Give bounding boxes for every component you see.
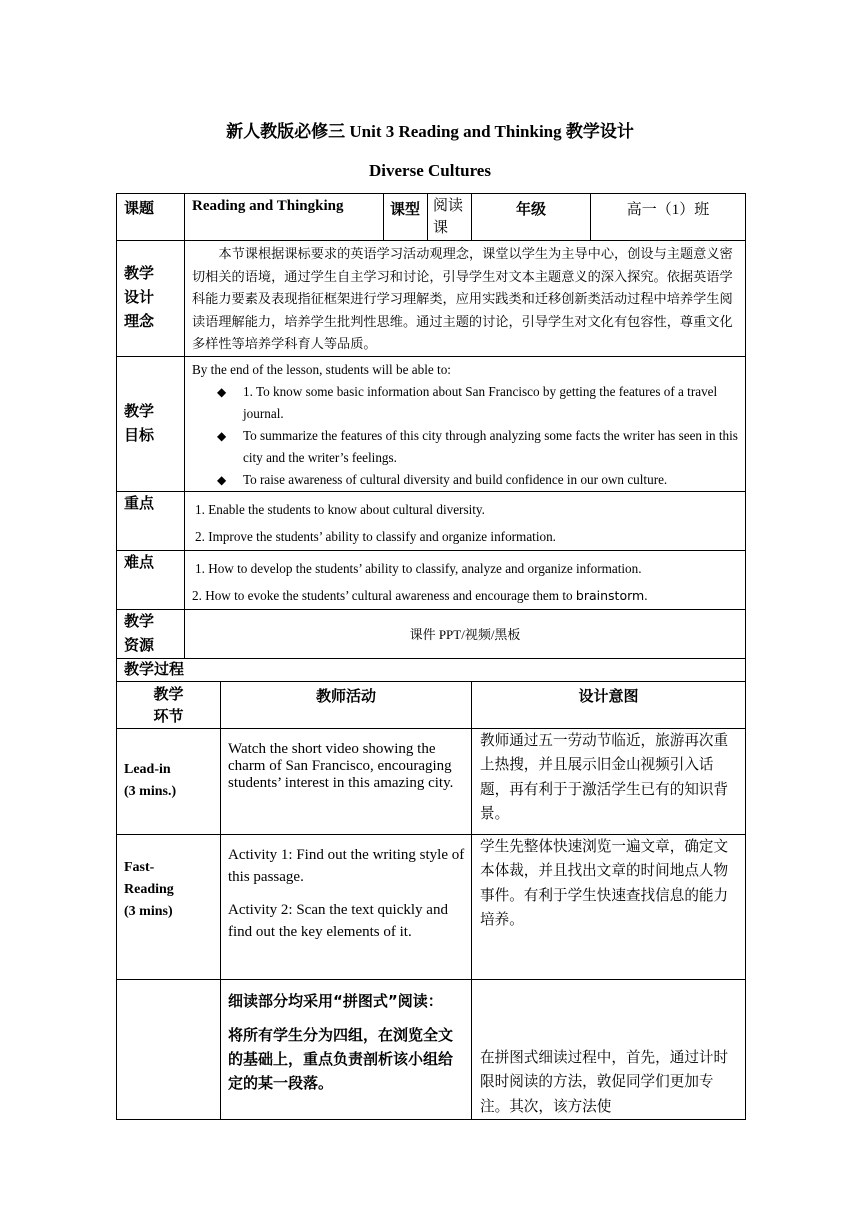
- fast-reading-intent-cell: [472, 834, 746, 979]
- lesson-plan-table: [116, 193, 746, 1120]
- process-label-cell: [117, 658, 746, 681]
- grade-value: 高一（1）班: [626, 202, 710, 218]
- jigsaw-intent-text: 在拼图式细读过程中，首先，通过计时限时阅读的方法，敦促同学们更加专注。其次，该方法使: [480, 1049, 729, 1115]
- difficult-points-content-cell: [185, 550, 746, 609]
- objectives-label-cell: [117, 356, 185, 491]
- objective-item: [185, 425, 745, 469]
- grade-value-cell: [591, 194, 746, 241]
- intent-header: 设计意图: [578, 688, 639, 705]
- grade-label-cell: [472, 194, 591, 241]
- objectives-content-cell: [185, 356, 746, 491]
- type-value: 阅读课: [433, 198, 464, 236]
- difficult-points-row: [117, 550, 746, 609]
- jigsaw-teacher-cell: [221, 979, 472, 1120]
- diamond-bullet-icon: ◆: [217, 428, 227, 443]
- lesson-plan-frame: [116, 193, 745, 1115]
- resources-value-cell: [185, 609, 746, 658]
- difficult-point-end: .: [644, 587, 648, 603]
- jigsaw-intro: 细读部分均采用“拼图式”阅读：: [228, 991, 443, 1010]
- lead-in-phase: Lead-in (3 mins.): [124, 762, 177, 800]
- philosophy-label: 教学设计理念: [124, 266, 155, 331]
- resources-label-cell: [117, 609, 185, 658]
- lead-in-intent-text: 教师通过五一劳动节临近，旅游再次重上热搜，并且展示旧金山视频引入话题，再有利于于激活学生已有的知识背景。: [480, 732, 729, 823]
- brainstorm-word: brainstorm: [575, 587, 645, 603]
- phase-header: 教学环节: [153, 686, 184, 725]
- topic-value: Reading and Thingking: [192, 198, 344, 214]
- key-points-content-cell: [185, 491, 746, 550]
- fast-reading-intent-text: 学生先整体快速浏览一遍文章，确定文本体裁，并且找出文章的时间地点人物事件。有利于学生快速查找信息的能力培养。: [480, 838, 729, 929]
- key-points-label-cell: [117, 491, 185, 550]
- difficult-point-item: [185, 582, 745, 609]
- process-row-lead-in: [117, 728, 746, 834]
- type-label: 课型: [390, 202, 421, 218]
- diamond-bullet-icon: ◆: [217, 384, 227, 399]
- objective-text: 1. To know some basic information about San Francisco by getting the features of a travel journal.: [243, 383, 718, 421]
- fast-reading-phase: Fast-Reading (3 mins): [124, 859, 174, 919]
- objective-text: To summarize the features of this city through analyzing some facts the writer has seen in this city and the writer’s feelings.: [243, 427, 738, 465]
- info-row: [117, 194, 746, 241]
- fast-reading-phase-cell: [117, 834, 221, 979]
- jigsaw-phase-cell: [117, 979, 221, 1120]
- objective-text: To raise awareness of cultural diversity and build confidence in our own culture.: [243, 471, 668, 487]
- key-points-row: [117, 491, 746, 550]
- process-header-row: [117, 658, 746, 681]
- key-point-item: 1. Enable the students to know about cultural diversity.: [195, 501, 485, 517]
- objective-item: [185, 381, 745, 425]
- jigsaw-instruction: 将所有学生分为四组，在浏览全文的基础上，重点负责剖析该小组给定的某一段落。: [228, 1025, 454, 1092]
- topic-label: 课题: [124, 201, 155, 217]
- fast-reading-activity-1: Activity 1: Find out the writing style of this passage.: [228, 846, 465, 886]
- philosophy-label-cell: [117, 241, 185, 357]
- objectives-label: 教学目标: [124, 403, 155, 444]
- key-points-label: 重点: [124, 495, 155, 512]
- objectives-intro: By the end of the lesson, students will be able to:: [192, 361, 451, 377]
- difficult-point-item: 1. How to develop the students’ ability to classify, analyze and organize information.: [195, 560, 642, 576]
- process-columns-row: [117, 681, 746, 728]
- teacher-header-cell: [221, 681, 472, 728]
- philosophy-text-cell: [185, 241, 746, 357]
- key-point-item: 2. Improve the students’ ability to classify and organize information.: [195, 528, 556, 544]
- fast-reading-activity-2: Activity 2: Scan the text quickly and find out the key elements of it.: [228, 901, 448, 941]
- topic-value-cell: [185, 194, 384, 241]
- document-title: 新人教版必修三 Unit 3 Reading and Thinking 教学设计: [226, 122, 634, 141]
- resources-row: [117, 609, 746, 658]
- philosophy-text: 本节课根据课标要求的英语学习活动观理念，课堂以学生为主导中心，创设与主题意义密切相关的语境，通过学生自主学习和讨论，引导学生对文本主题意义的深入探究。依据英语学科能力要素及表现指征框架进行学习理解类，应用实践类和迁移创新类活动过程中培养学生阅读语理解能力，培养学生批判性思维。通过主题的讨论，引导学生对文化有包容性，尊重文化多样性等培养学科育人等品质。: [192, 246, 733, 352]
- philosophy-row: [117, 241, 746, 357]
- diamond-bullet-icon: ◆: [217, 472, 227, 487]
- lead-in-teacher-cell: [221, 728, 472, 834]
- objectives-row: [117, 356, 746, 491]
- process-label: 教学过程: [124, 661, 185, 678]
- topic-label-cell: [117, 194, 185, 241]
- jigsaw-intent-cell: [472, 979, 746, 1120]
- resources-value: 课件 PPT/视频/黑板: [409, 627, 521, 643]
- difficult-points-label: 难点: [124, 554, 155, 571]
- teacher-header: 教师活动: [315, 688, 376, 705]
- phase-header-cell: [117, 681, 221, 728]
- difficult-points-label-cell: [117, 550, 185, 609]
- fast-reading-teacher-cell: [221, 834, 472, 979]
- lead-in-teacher-text: Watch the short video showing the charm of San Francisco, encouraging students’ interest in this amazing city.: [228, 740, 454, 791]
- process-row-jigsaw: [117, 979, 746, 1120]
- resources-label: 教学资源: [124, 613, 155, 654]
- type-label-cell: [384, 194, 428, 241]
- lead-in-intent-cell: [472, 728, 746, 834]
- lead-in-phase-cell: [117, 728, 221, 834]
- process-row-fast-reading: [117, 834, 746, 979]
- difficult-point-text: 2. How to evoke the students’ cultural awareness and encourage them to: [192, 587, 576, 603]
- intent-header-cell: [472, 681, 746, 728]
- objective-item: [185, 469, 745, 491]
- type-value-cell: [428, 194, 472, 241]
- document-subtitle: Diverse Cultures: [369, 161, 491, 180]
- grade-label: 年级: [515, 202, 546, 218]
